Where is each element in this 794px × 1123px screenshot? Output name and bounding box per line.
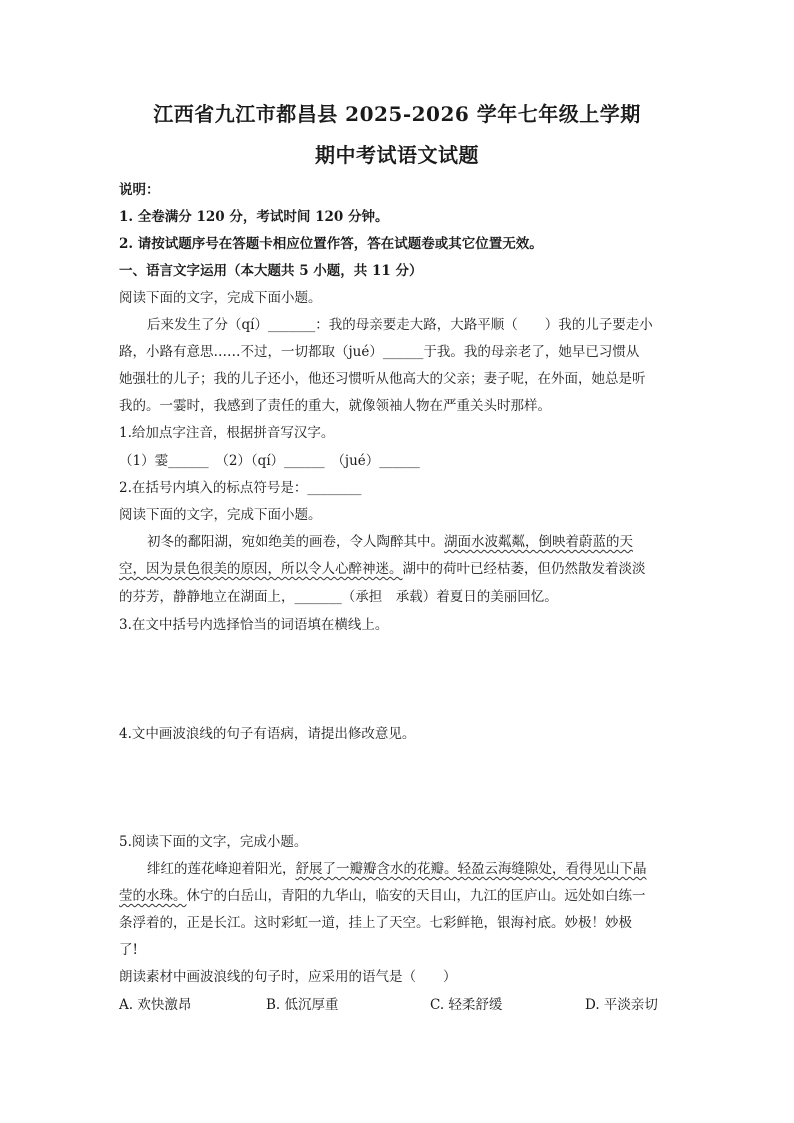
passage1-line4: 我的。一霎时，我感到了责任的重大，就像领袖人物在严重关头时那样。 — [119, 398, 551, 414]
passage3-line2-wavy: 莹的水珠。 — [119, 888, 187, 904]
passage2-line1 — [147, 533, 707, 551]
passage1-line1: 后来发生了分（qí）_______：我的母亲要走大路，大路平顺（ ）我的儿子要走小 — [147, 317, 653, 333]
question-1-blanks: （1）霎______ （2）（qí）______ （jué）______ — [119, 453, 420, 469]
passage1-line2: 路，小路有意思……不过，一切都取（jué）______于我。我的母亲老了，她早已习惯从 — [119, 344, 640, 360]
exam-title-line2: 期中考试语文试题 — [315, 143, 479, 167]
passage2-line2-plain: 湖中的荷叶已经枯萎，但仍然散发着淡淡 — [402, 561, 646, 577]
notes-item-1: 1. 全卷满分 120 分，考试时间 120 分钟。 — [119, 209, 389, 225]
option-c: C. 轻柔舒缓 — [430, 997, 503, 1013]
exam-title-line1: 江西省九江市都昌县 2025-2026 学年七年级上学期 — [153, 102, 641, 126]
passage2-line2-wavy: 空，因为景色很美的原因，所以令人心醉神迷。 — [119, 561, 403, 577]
option-b: B. 低沉厚重 — [266, 997, 339, 1013]
passage2-line2 — [119, 560, 679, 578]
question-2: 2.在括号内填入的标点符号是：________ — [119, 480, 362, 496]
section-heading: 一、语言文字运用（本大题共 5 小题，共 11 分） — [119, 263, 423, 279]
passage3-line1 — [147, 860, 707, 878]
question-3: 3.在文中括号内选择恰当的词语填在横线上。 — [119, 617, 389, 633]
passage2-line3: 的芬芳，静静地立在湖面上，_______（承担 承载）着夏日的美丽回忆。 — [119, 589, 558, 605]
option-d: D. 平淡亲切 — [585, 997, 658, 1013]
passage3-line2-plain: 休宁的白岳山，青阳的九华山，临安的天目山，九江的匡庐山。远处如白练一 — [186, 888, 646, 904]
passage2-line1-wavy: 湖面水波粼粼，倒映着蔚蓝的天 — [444, 534, 633, 550]
question-1: 1.给加点字注音，根据拼音写汉字。 — [119, 425, 335, 441]
passage3-line3: 条浮着的，正是长江。这时彩虹一道，挂上了天空。七彩鲜艳，银海衬底。妙极！妙极 — [119, 915, 632, 931]
passage3-line1-wavy: 舒展了一瓣瓣含水的花瓣。轻盈云海缝隙处，看得见山下晶 — [295, 861, 647, 877]
reading-intro-1: 阅读下面的文字，完成下面小题。 — [119, 290, 322, 306]
question-4: 4.文中画波浪线的句子有语病，请提出修改意见。 — [119, 726, 416, 742]
passage3-line1-plain: 绯红的莲花峰迎着阳光， — [147, 861, 296, 877]
question-5: 5.阅读下面的文字，完成小题。 — [119, 834, 308, 850]
passage3-line2 — [119, 887, 679, 905]
option-a: A. 欢快激昂 — [119, 997, 192, 1013]
question-5-prompt: 朗读素材中画波浪线的句子时，应采用的语气是（ ） — [119, 969, 457, 985]
reading-intro-2: 阅读下面的文字，完成下面小题。 — [119, 507, 322, 523]
passage2-line1-plain: 初冬的鄱阳湖，宛如绝美的画卷，令人陶醉其中。 — [147, 534, 444, 550]
passage1-line3: 她强壮的儿子；我的儿子还小，他还习惯听从他高大的父亲；妻子呢，在外面，她总是听 — [119, 371, 646, 387]
notes-heading: 说明： — [119, 182, 160, 198]
passage3-line4: 了! — [119, 942, 138, 958]
notes-item-2: 2. 请按试题序号在答题卡相应位置作答，答在试题卷或其它位置无效。 — [119, 236, 543, 252]
